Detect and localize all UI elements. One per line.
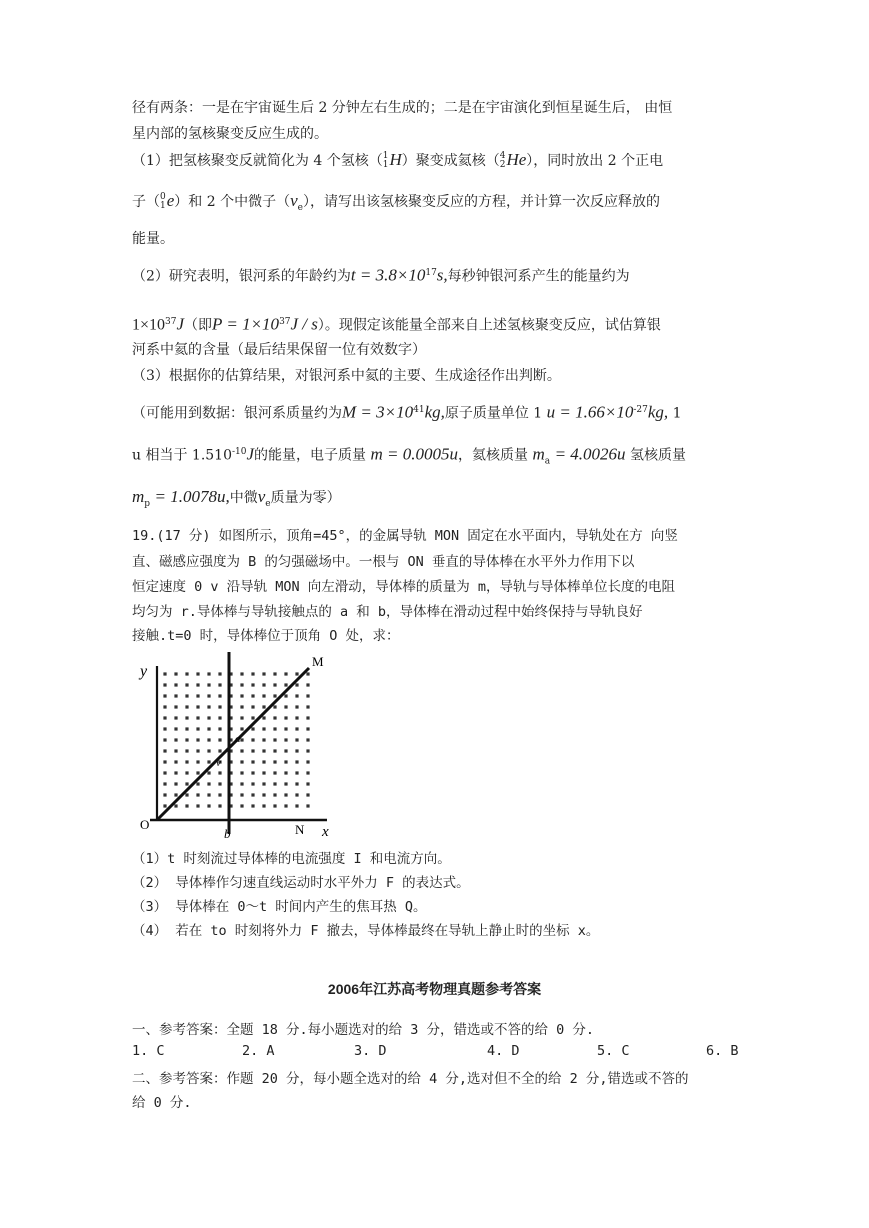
text-fragment: 的能量，电子质量 — [254, 447, 367, 464]
neutrino-symbol: ν — [290, 191, 298, 210]
field-dot — [295, 782, 298, 785]
positron-symbol: e — [166, 191, 175, 210]
nuclide-index: 0 1 — [160, 192, 166, 211]
formula: = 1.0078u, — [154, 487, 230, 506]
text-fragment: 质量为零） — [270, 490, 341, 506]
field-dot — [196, 672, 199, 675]
field-dot — [174, 716, 177, 719]
nuclide-index: 4 2 — [499, 151, 506, 170]
field-dot — [251, 738, 254, 741]
field-dot — [207, 672, 210, 675]
helium-symbol: He — [506, 150, 527, 169]
field-dot — [295, 793, 298, 796]
formula: s, — [436, 265, 448, 285]
field-dot — [196, 705, 199, 708]
choice-answer: 1. C — [132, 1043, 165, 1059]
field-dot — [284, 749, 287, 752]
field-dot — [306, 793, 309, 796]
subscript: a — [544, 456, 551, 467]
field-dot — [240, 771, 243, 774]
field-dot — [218, 804, 221, 807]
field-dot — [174, 683, 177, 686]
field-dot — [295, 683, 298, 686]
field-dot — [185, 705, 188, 708]
field-dot — [251, 749, 254, 752]
text-fragment: u 相当于 1.510 — [132, 447, 232, 464]
field-dot — [163, 771, 166, 774]
field-dot — [306, 705, 309, 708]
field-dot — [306, 749, 309, 752]
field-dot — [174, 705, 177, 708]
text-fragment: ）。现假定该能量全部来自上述氢核聚变反应，试估算银 — [317, 317, 661, 334]
field-dot — [185, 694, 188, 697]
field-dot — [185, 672, 188, 675]
field-dot — [251, 683, 254, 686]
text-fragment: 氢核质量 — [630, 447, 686, 464]
field-dot — [240, 760, 243, 763]
question-1-line — [132, 192, 660, 217]
text-line: 河系中氦的含量（最后结果保留一位有效数字） — [132, 342, 426, 358]
problem-19-line: 接触.t=0 时，导体棒位于顶角 O 处，求： — [132, 628, 400, 644]
field-dot — [251, 727, 254, 730]
formula: t = 3.8×10 — [350, 265, 426, 285]
field-dot — [207, 804, 210, 807]
field-dot — [207, 705, 210, 708]
field-dot — [262, 683, 265, 686]
field-dot — [218, 793, 221, 796]
text-line: 能量。 — [132, 231, 174, 247]
answer-heading: 2006年江苏高考物理真题参考答案 — [327, 981, 542, 997]
field-dot — [262, 727, 265, 730]
field-dot — [295, 716, 298, 719]
field-dot — [196, 727, 199, 730]
field-dot — [262, 672, 265, 675]
field-dot — [306, 804, 309, 807]
field-dot — [207, 793, 210, 796]
text-line: 径有两条：一是在宇宙诞生后 2 分钟左右生成的；二是在宇宙演化到恒星诞生后， 由恒 — [132, 100, 673, 116]
field-dot — [295, 738, 298, 741]
field-dot — [196, 749, 199, 752]
field-dot — [306, 738, 309, 741]
field-dot — [207, 683, 210, 686]
field-dot — [262, 771, 265, 774]
formula: kg, — [647, 402, 669, 422]
field-dot — [284, 705, 287, 708]
hydrogen-symbol: H — [389, 150, 402, 169]
field-dot — [284, 760, 287, 763]
field-dot — [273, 727, 276, 730]
field-dot — [262, 804, 265, 807]
field-dot — [163, 760, 166, 763]
field-dot — [196, 738, 199, 741]
field-dot — [218, 749, 221, 752]
field-dot — [284, 694, 287, 697]
field-dot — [196, 804, 199, 807]
text-line: 星内部的氢核聚变反应生成的。 — [132, 126, 328, 142]
field-dot — [262, 782, 265, 785]
field-dot — [240, 738, 243, 741]
superscript: 37 — [279, 317, 291, 327]
field-dot — [185, 716, 188, 719]
field-dot — [218, 716, 221, 719]
formula: M = 3×10 — [342, 402, 414, 422]
field-dot — [240, 683, 243, 686]
choice-answer: 5. C — [597, 1043, 630, 1059]
problem-19-line: 直、磁感应强度为 B 的匀强磁场中。一根与 ON 垂直的导体棒在水平外力作用下以 — [132, 554, 635, 570]
field-dot — [163, 738, 166, 741]
field-dot — [262, 694, 265, 697]
text-fragment: ）聚变成氦核（ — [401, 153, 500, 169]
field-dot — [174, 760, 177, 763]
sub-question: （3） 导体棒在 0～t 时间内产生的焦耳热 Q。 — [132, 899, 427, 915]
text-fragment: （可能用到数据：银河系质量约为 — [132, 405, 342, 422]
field-dot — [185, 782, 188, 785]
field-dot — [218, 683, 221, 686]
field-dot — [163, 716, 166, 719]
formula: J / s — [290, 314, 318, 334]
text-fragment: 中微 — [229, 490, 258, 506]
field-dot — [240, 716, 243, 719]
field-dot — [185, 760, 188, 763]
data-line — [132, 401, 682, 423]
formula: m — [532, 444, 545, 464]
field-dot — [207, 782, 210, 785]
data-line — [132, 488, 341, 513]
field-dot — [251, 716, 254, 719]
field-dot — [218, 771, 221, 774]
field-dot — [207, 738, 210, 741]
field-dot — [273, 760, 276, 763]
field-dot — [306, 782, 309, 785]
field-dot — [295, 804, 298, 807]
field-dot — [174, 738, 177, 741]
formula: m = 0.0005u — [370, 444, 458, 464]
field-dot — [163, 804, 166, 807]
field-dot — [196, 793, 199, 796]
formula: kg, — [424, 402, 445, 422]
rail-om — [157, 668, 309, 820]
field-dot — [306, 683, 309, 686]
field-dot — [273, 672, 276, 675]
field-dot — [196, 771, 199, 774]
field-dot — [306, 694, 309, 697]
field-dot — [196, 782, 199, 785]
subscript: e — [265, 498, 271, 509]
field-dot — [185, 738, 188, 741]
nuclide-index: 1 1 — [382, 151, 389, 170]
rail-diagram — [132, 648, 342, 844]
field-dot — [218, 694, 221, 697]
text-fragment: 1 — [672, 405, 682, 422]
field-dot — [306, 727, 309, 730]
field-dot — [273, 749, 276, 752]
field-dot — [163, 727, 166, 730]
field-dot — [163, 694, 166, 697]
question-2-line — [132, 313, 661, 335]
field-dot — [284, 804, 287, 807]
field-dot — [240, 672, 243, 675]
formula: J — [246, 444, 255, 464]
problem-19-line: 恒定速度 0 v 沿导轨 MON 向左滑动，导体棒的质量为 m，导轨与导体棒单位长度的电阻 — [132, 579, 676, 595]
field-dot — [174, 749, 177, 752]
a-label: a — [235, 733, 241, 745]
field-dot — [273, 793, 276, 796]
o-label: O — [140, 817, 150, 832]
field-dot — [295, 760, 298, 763]
field-dot — [273, 782, 276, 785]
superscript: -10 — [232, 447, 247, 457]
formula: m — [132, 487, 145, 506]
formula: J — [176, 314, 185, 334]
field-dot — [284, 771, 287, 774]
choice-answer: 6. B — [706, 1043, 739, 1059]
superscript: 37 — [165, 317, 177, 327]
field-dot — [306, 760, 309, 763]
field-dot — [251, 705, 254, 708]
superscript: 17 — [425, 268, 437, 278]
field-dot — [295, 727, 298, 730]
text-fragment: （2）研究表明，银河系的年龄约为 — [132, 268, 351, 285]
field-dot — [251, 672, 254, 675]
field-dot — [273, 738, 276, 741]
problem-19-line: 均匀为 r.导体棒与导轨接触点的 a 和 b，导体棒在滑动过程中始终保持与导轨良好 — [132, 604, 643, 620]
v-label: v — [216, 757, 221, 769]
problem-19-line: 19.(17 分) 如图所示，顶角=45°，的金属导轨 MON 固定在水平面内，导轨处在方 向竖 — [132, 528, 678, 544]
field-dot — [196, 760, 199, 763]
field-dot — [273, 683, 276, 686]
text-fragment: ）和 2 个中微子（ — [174, 194, 291, 210]
field-dot — [284, 793, 287, 796]
text-line: （3）根据你的估算结果，对银河系中氦的主要、生成途径作出判断。 — [132, 368, 561, 384]
subscript: p — [144, 498, 151, 509]
field-dot — [262, 793, 265, 796]
field-dot — [273, 716, 276, 719]
field-dot — [185, 771, 188, 774]
field-dot — [218, 727, 221, 730]
field-dot — [240, 749, 243, 752]
question-2-line — [132, 264, 630, 286]
field-dot — [163, 672, 166, 675]
field-dot — [207, 749, 210, 752]
field-dot — [240, 804, 243, 807]
field-dot — [163, 793, 166, 796]
field-dot — [185, 727, 188, 730]
field-dot — [174, 771, 177, 774]
field-dot — [240, 727, 243, 730]
b-label: b — [224, 826, 231, 841]
answer-line: 给 0 分. — [132, 1095, 192, 1111]
superscript: -27 — [633, 405, 648, 415]
field-dot — [196, 683, 199, 686]
field-dot — [273, 705, 276, 708]
field-dot — [284, 672, 287, 675]
formula: 1×10 — [132, 316, 166, 334]
field-dot — [295, 749, 298, 752]
field-dot — [240, 694, 243, 697]
field-dot — [163, 683, 166, 686]
field-dot — [185, 749, 188, 752]
field-dot — [273, 804, 276, 807]
field-dot — [174, 727, 177, 730]
field-dot — [240, 782, 243, 785]
x-axis-label: x — [322, 824, 329, 840]
field-dot — [207, 760, 210, 763]
field-dot — [251, 804, 254, 807]
formula: u = 1.66×10 — [546, 402, 634, 422]
field-dot — [284, 683, 287, 686]
field-dot — [251, 782, 254, 785]
field-dot — [251, 771, 254, 774]
formula: P = 1×10 — [212, 314, 280, 334]
field-dot — [218, 705, 221, 708]
field-dot — [207, 727, 210, 730]
subscript: e — [297, 202, 303, 213]
field-dot — [185, 683, 188, 686]
text-fragment: 子（ — [132, 194, 160, 210]
text-fragment: 原子质量单位 1 — [444, 405, 543, 422]
field-dot — [185, 793, 188, 796]
sub-question: （2） 导体棒作匀速直线运动时水平外力 F 的表达式。 — [132, 875, 470, 891]
field-dot — [284, 727, 287, 730]
n-label: N — [295, 822, 305, 837]
field-dot — [273, 694, 276, 697]
field-dot — [306, 672, 309, 675]
field-dot — [273, 771, 276, 774]
field-dot — [262, 738, 265, 741]
m-label: M — [312, 654, 324, 669]
field-dot — [196, 694, 199, 697]
question-1-line — [132, 151, 663, 170]
field-dot — [295, 771, 298, 774]
field-dot — [262, 716, 265, 719]
field-dot — [251, 760, 254, 763]
answer-line: 二、参考答案：作题 20 分，每小题全选对的给 4 分,选对但不全的给 2 分,错选或不答的 — [132, 1071, 689, 1087]
field-dot — [218, 738, 221, 741]
text-fragment: ），请写出该氢核聚变反应的方程，并计算一次反应释放的 — [302, 194, 660, 210]
field-dot — [262, 705, 265, 708]
text-fragment: 每秒钟银河系产生的能量约为 — [447, 268, 630, 285]
y-axis-label: y — [140, 663, 148, 680]
field-dot — [295, 672, 298, 675]
field-dot — [218, 672, 221, 675]
choice-answer: 2. A — [242, 1043, 275, 1059]
field-dot — [240, 793, 243, 796]
field-dot — [174, 672, 177, 675]
field-dot — [306, 771, 309, 774]
field-dot — [295, 705, 298, 708]
field-dot — [174, 694, 177, 697]
field-dot — [174, 782, 177, 785]
field-dot — [284, 782, 287, 785]
text-fragment: （1）把氢核聚变反就简化为 4 个氢核（ — [132, 153, 383, 169]
field-dot — [207, 694, 210, 697]
field-dot — [196, 716, 199, 719]
field-dot — [251, 694, 254, 697]
text-fragment: （即 — [184, 317, 213, 334]
field-dot — [284, 738, 287, 741]
answer-line: 一、参考答案：全题 18 分.每小题选对的给 3 分，错选或不答的给 0 分. — [132, 1022, 595, 1038]
formula: = 4.0026u — [554, 444, 626, 464]
field-dot — [284, 716, 287, 719]
field-dot — [174, 793, 177, 796]
field-dot — [207, 716, 210, 719]
data-line — [132, 443, 686, 470]
field-dot — [306, 716, 309, 719]
field-dot — [240, 705, 243, 708]
choice-answer: 4. D — [487, 1043, 520, 1059]
field-dot — [218, 782, 221, 785]
field-dot — [163, 782, 166, 785]
field-dot — [262, 749, 265, 752]
field-dot — [262, 760, 265, 763]
sub-question: （1）t 时刻流过导体棒的电流强度 I 和电流方向。 — [132, 851, 451, 867]
field-dot — [163, 705, 166, 708]
field-dot — [207, 771, 210, 774]
sub-question: （4） 若在 to 时刻将外力 F 撤去，导体棒最终在导轨上静止时的坐标 x。 — [132, 923, 600, 939]
superscript: 41 — [413, 405, 425, 415]
choice-answer: 3. D — [354, 1043, 387, 1059]
field-dot — [251, 793, 254, 796]
text-fragment: ），同时放出 2 个正电 — [526, 153, 664, 169]
field-dot — [295, 694, 298, 697]
field-dot — [163, 749, 166, 752]
formula: ν — [257, 487, 266, 506]
field-dot — [185, 804, 188, 807]
text-fragment: ，氦核质量 — [458, 447, 528, 464]
field-dot — [174, 804, 177, 807]
